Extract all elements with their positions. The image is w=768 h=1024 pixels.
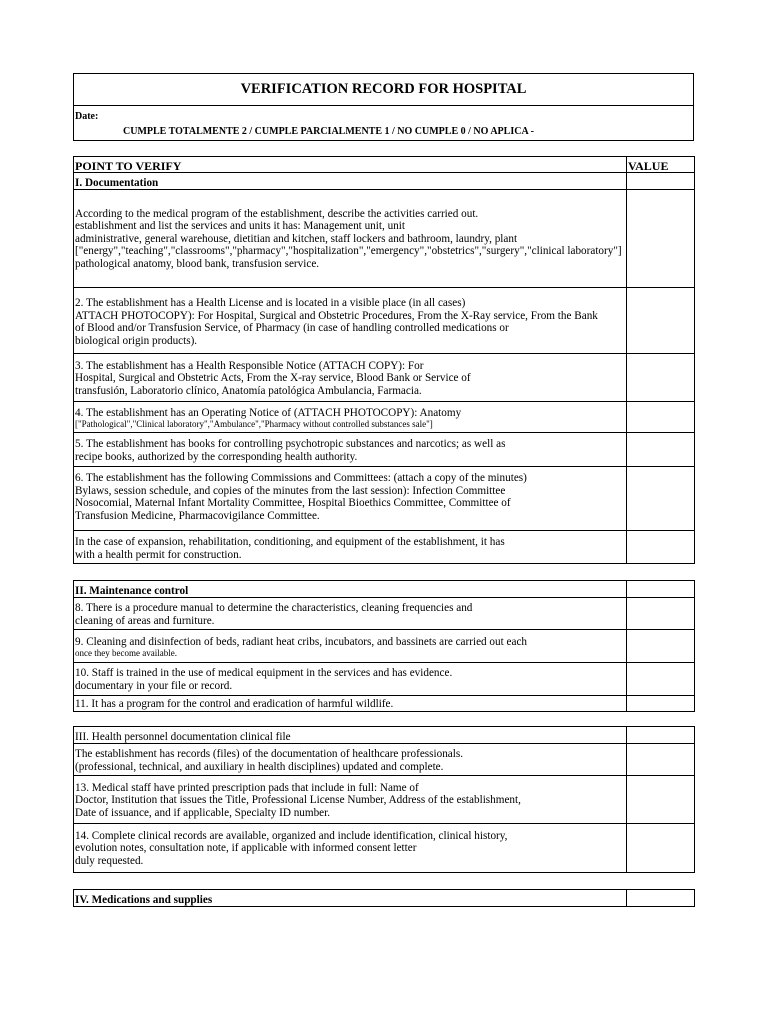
point-cell [74,696,627,712]
value-cell[interactable] [627,890,695,907]
point-cell [74,776,627,824]
table-row [74,354,695,402]
value-cell[interactable] [627,824,695,873]
table-row [74,402,695,433]
table-row [74,744,695,776]
table-row [74,663,695,696]
text-line: 8. There is a procedure manual to determine the characteristics, cleaning frequencies and [75,602,473,614]
text-line-small: once they become available. [75,648,177,658]
text-line: 13. Medical staff have printed prescription pads that include in full: Name of [75,781,419,794]
section-title: III. Health personnel documentation clinical file [74,727,627,744]
table-row [74,190,695,288]
table-row [74,696,695,712]
text-line: 9. Cleaning and disinfection of beds, radiant heat cribs, incubators, and bassinets are carried out each [75,635,528,648]
text-line: 14. Complete clinical records are available, organized and include identification, clinical history, [75,829,508,842]
value-cell[interactable] [627,173,695,190]
text-line: 4. The establishment has an Operating Notice of (ATTACH PHOTOCOPY): Anatomy [75,406,462,419]
point-column-header: POINT TO VERIFY [74,157,627,173]
point-cell [74,402,627,433]
table-row [74,467,695,531]
section-title: II. Maintenance control [74,581,627,598]
text-line: ["energy","teaching","classrooms","pharmacy","hospitalization","emergency","obstetrics","surgery","clinical laboratory"] [75,245,622,257]
section-title: IV. Medications and supplies [74,890,627,907]
text-line: transfusión, Laboratorio clínico, Anatomía patológica Ambulancia, Farmacia. [75,384,422,397]
point-cell [74,630,627,663]
text-line: duly requested. [75,854,144,867]
section-medications-table [73,889,695,907]
value-cell[interactable] [627,696,695,712]
point-cell [74,663,627,696]
text-line: Transfusion Medicine, Pharmacovigilance Committee. [75,509,320,522]
text-line: Doctor, Institution that issues the Title, Professional License Number, Address of the establishment, [75,794,521,806]
table-row [74,288,695,354]
column-header-row [74,157,695,173]
text-line: According to the medical program of the establishment, describe the activities carried out. [75,207,479,220]
table-row [74,433,695,467]
value-cell[interactable] [627,467,695,531]
text-line: administrative, general warehouse, dietitian and kitchen, staff lockers and bathroom, laundry, plant [75,232,518,245]
text-line: documentary in your file or record. [75,679,233,692]
section-maintenance-table [73,580,695,712]
date-label: Date: [75,111,99,122]
point-cell [74,824,627,873]
text-line: Hospital, Surgical and Obstetric Acts, From the X-ray service, Blood Bank or Service of [75,372,471,384]
value-cell[interactable] [627,744,695,776]
value-cell[interactable] [627,727,695,744]
section-documentation-table [73,156,695,564]
value-cell[interactable] [627,663,695,696]
point-cell [74,467,627,531]
section-personnel-table [73,726,695,873]
header-box [73,73,694,141]
section-title-row [74,727,695,744]
table-row [74,630,695,663]
section-title-row [74,890,695,907]
value-cell[interactable] [627,433,695,467]
table-row [74,776,695,824]
text-line: biological origin products). [75,334,198,347]
text-line: pathological anatomy, blood bank, transfusion service. [75,257,320,270]
point-cell [74,598,627,630]
point-cell [74,531,627,564]
table-row [74,531,695,564]
text-line: (professional, technical, and auxiliary in health disciplines) updated and complete. [75,760,444,773]
point-cell [74,433,627,467]
table-row [74,824,695,873]
text-line: 2. The establishment has a Health License and is located in a visible place (in all cases) [75,297,466,309]
value-cell[interactable] [627,288,695,354]
value-cell[interactable] [627,630,695,663]
value-cell[interactable] [627,776,695,824]
value-cell[interactable] [627,598,695,630]
text-line: Bylaws, session schedule, and copies of the minutes from the last session): Infection Committee [75,484,506,497]
point-cell [74,190,627,288]
text-line-small: ["Pathological","Clinical laboratory","Ambulance","Pharmacy without controlled substances sale"] [75,419,433,429]
text-line: 5. The establishment has books for controlling psychotropic substances and narcotics; as well as [75,438,506,450]
text-line: with a health permit for construction. [75,548,242,561]
section-title-row [74,581,695,598]
text-line: 3. The establishment has a Health Responsible Notice (ATTACH COPY): For [75,359,424,372]
text-line: ATTACH PHOTOCOPY): For Hospital, Surgical and Obstetric Procedures, From the X-Ray service, From the Bank [75,309,598,322]
point-cell [74,288,627,354]
value-cell[interactable] [627,354,695,402]
section-title: I. Documentation [74,173,627,190]
text-line: In the case of expansion, rehabilitation, conditioning, and equipment of the establishment, it has [75,536,505,548]
text-line: The establishment has records (files) of the documentation of healthcare professionals. [75,748,464,760]
text-line: 6. The establishment has the following Commissions and Committees: (attach a copy of the minutes) [75,472,527,484]
value-column-header: VALUE [627,157,695,173]
text-line: 11. It has a program for the control and eradication of harmful wildlife. [75,697,394,710]
text-line: cleaning of areas and furniture. [75,614,215,627]
document-title: VERIFICATION RECORD FOR HOSPITAL [74,74,693,106]
point-cell [74,744,627,776]
text-line: evolution notes, consultation note, if applicable with informed consent letter [75,842,417,854]
scoring-scale: CUMPLE TOTALMENTE 2 / CUMPLE PARCIALMENTE 1 / NO CUMPLE 0 / NO APLICA - [123,126,534,137]
text-line: Nosocomial, Maternal Infant Mortality Committee, Hospital Bioethics Committee, Committee of [75,497,511,509]
text-line: of Blood and/or Transfusion Service, of Pharmacy (in case of handling controlled medications or [75,322,509,334]
value-cell[interactable] [627,190,695,288]
point-cell [74,354,627,402]
text-line: Date of issuance, and if applicable, Specialty ID number. [75,806,331,819]
text-line: establishment and list the services and units it has: Management unit, unit [75,220,405,232]
value-cell[interactable] [627,402,695,433]
table-row [74,598,695,630]
value-cell[interactable] [627,581,695,598]
section-title-row [74,173,695,190]
text-line: 10. Staff is trained in the use of medical equipment in the services and has evidence. [75,667,453,679]
value-cell[interactable] [627,531,695,564]
text-line: recipe books, authorized by the corresponding health authority. [75,450,358,463]
